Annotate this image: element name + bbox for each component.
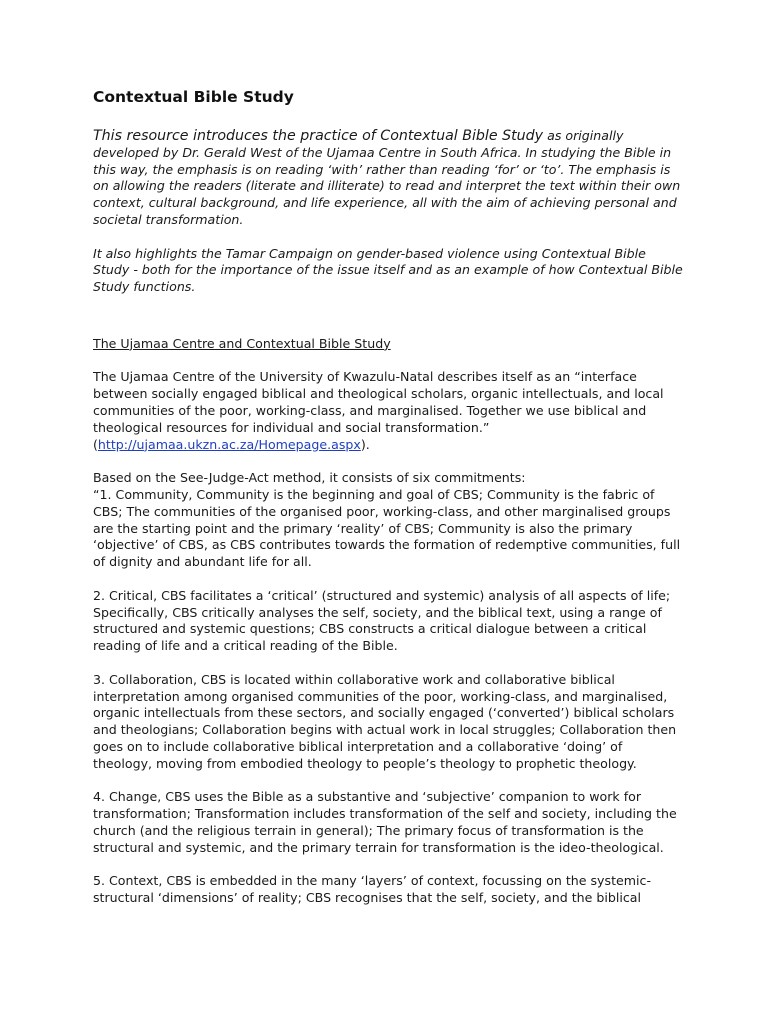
tamar-paragraph: It also highlights the Tamar Campaign on gender-based violence using Contextual Bible Study - both for the importance of the issue itself and as an example of how Contextual Bible Study functions. — [93, 245, 683, 295]
document-title: Contextual Bible Study — [93, 88, 294, 106]
section-spacer — [93, 313, 683, 336]
intro-lead: This resource introduces the practice of Contextual Bible Study — [93, 128, 544, 144]
intro-paragraph — [93, 128, 683, 229]
document-page — [93, 86, 683, 924]
intro-text: as originally developed by Dr. Gerald West of the Ujamaa Centre in South Africa. In studying the Bible in this way, the emphasis is on reading ‘with’ rather than reading ‘for’ or ‘to’. The emphasis is on allowing the readers (literate and illiterate) to read and interpret the text within their own context, cultural background, and life experience, all with the aim of achieving personal and societal transformation. — [93, 128, 681, 227]
commitment-3: 3. Collaboration, CBS is located within collaborative work and collaborative biblical interpretation among organised communities of the poor, working-class, and marginalised, organic intellectuals from these sectors, and socially engaged (‘converted’) biblical scholars and theologians; Collaboration begins with actual work in local struggles; Collaboration then goes on to include collaborative biblical interpretation and a collaborative ‘doing’ of theology, moving from embodied theology to people’s theology to prophetic theology. — [93, 671, 677, 771]
commitment-4: 4. Change, CBS uses the Bible as a substantive and ‘subjective’ companion to work for transformation; Transformation includes transformation of the self and society, including the church (and the religious terrain in general); The primary focus of transformation is the structural and systemic, and the primary terrain for transformation is the ideo-theological. — [93, 789, 677, 855]
ujamaa-text: The Ujamaa Centre of the University of Kwazulu-Natal describes itself as an “interface between socially engaged biblical and theological scholars, organic intellectuals, and local communities of the poor, working-class, and marginalised. Together we use biblical and theological resources for individual and social transformation.” — [93, 369, 664, 435]
commitment-2: 2. Critical, CBS facilitates a ‘critical’ (structured and systemic) analysis of all aspects of life; Specifically, CBS critically analyses the self, society, and the biblical text, using a range of structured and systemic questions; CBS constructs a critical dialogue between a critical reading of life and a critical reading of the Bible. — [93, 587, 671, 654]
commitment-1: “1. Community, Community is the beginning and goal of CBS; Community is the fabric of CBS; The communities of the organised poor, working-class, and other marginalised groups are the starting point and the primary ‘reality’ of CBS; Community is also the primary ‘objective’ of CBS, as CBS contributes towards the formation of redemptive communities, full of dignity and abundant life for all. — [93, 486, 681, 570]
paren-close: ). — [360, 436, 370, 452]
commitment-5: 5. Context, CBS is embedded in the many ‘layers’ of context, focussing on the systemic-structural ‘dimensions’ of reality; CBS recognises that the self, society, and the biblical — [93, 873, 651, 906]
commitments-intro: Based on the See-Judge-Act method, it consists of six commitments: — [93, 470, 526, 486]
ujamaa-paragraph — [93, 369, 683, 453]
ujamaa-link[interactable]: http://ujamaa.ukzn.ac.za/Homepage.aspx — [97, 436, 361, 452]
paren-open: ( — [93, 436, 98, 452]
section-heading: The Ujamaa Centre and Contextual Bible Study — [93, 335, 391, 351]
